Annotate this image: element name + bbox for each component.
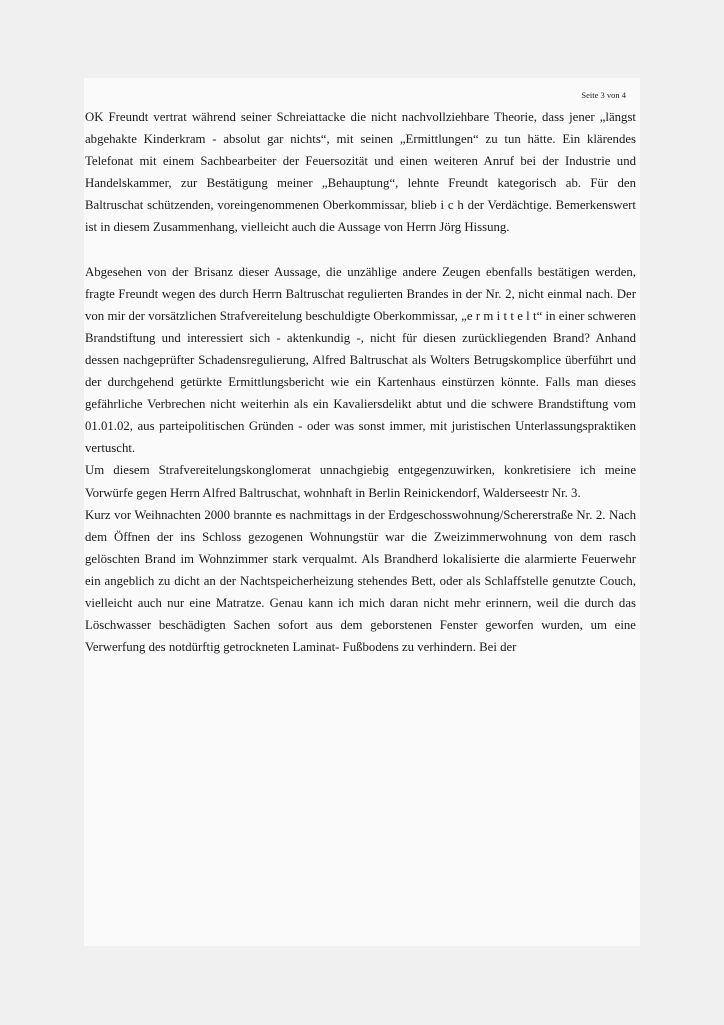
page-number: Seite 3 von 4 bbox=[581, 90, 626, 100]
paragraph-1: OK Freundt vertrat während seiner Schreiattacke die nicht nachvollziehbare Theorie, dass jener „längst abgehakte Kinderkram - absolut gar nichts“, mit seinen „Ermittlungen“ zu tun hätte. Ein klärendes Telefonat mit einem Sachbearbeiter der Feuersozität und einen weiteren Anruf bei der Industrie und Handelskammer, zur Bestätigung meiner „Behauptung“, lehnte Freundt kategorisch ab. Für den Baltruschat schützenden, voreingenommenen Oberkommissar, blieb i c h der Verdächtige. Bemerkenswert ist in diesem Zusammenhang, vielleicht auch die Aussage von Herrn Jörg Hissung. bbox=[85, 110, 636, 235]
paragraph-4: Kurz vor Weihnachten 2000 brannte es nachmittags in der Erdgeschosswohnung/Schererstraße Nr. 2. Nach dem Öffnen der ins Schloss gezogenen Wohnungstür war die Zweizimmerwohnung von dem rasch gelöschten Brand im Wohnzimmer stark verqualmt. Als Brandherd lokalisierte die alarmierte Feuerwehr ein angeblich zu dicht an der Nachtspeicherheizung stehendes Bett, oder als Schlaffstelle genutzte Couch, vielleicht auch nur eine Matratze. Genau kann ich mich daran nicht mehr erinnern, weil die durch das Löschwasser beschädigten Sachen sofort aus dem geborstenen Fenster geworfen wurden, um eine Verwerfung des notdürftig getrockneten Laminat- Fußbodens zu verhindern. Bei der bbox=[85, 507, 636, 655]
document-page bbox=[84, 78, 640, 946]
paragraph-2: Abgesehen von der Brisanz dieser Aussage, die unzählige andere Zeugen ebenfalls bestätigen werden, fragte Freundt wegen des durch Herrn Baltruschat regulierten Brandes in der Nr. 2, nicht einmal nach. Der von mir der vorsätzlichen Strafvereitelung beschuldigte Oberkommissar, „e r m i t t e l t“ in einer schweren Brandstiftung und interessiert sich - aktenkundig -, nicht für diesen zurückliegenden Brand? Anhand dessen nachgeprüfter Schadensregulierung, Alfred Baltruschat als Wolters Betrugskomplice überführt und der durchgehend getürkte Ermittlungsbericht wie ein Kartenhaus einstürzen könnte. Falls man dieses gefährliche Verbrechen nicht weiterhin als ein Kavaliersdelikt abtut und die schwere Brandstiftung vom 01.01.02, aus parteipolitischen Gründen - oder was sonst immer, mit juristischen Unterlassungspraktiken vertuscht. bbox=[85, 264, 636, 456]
paragraph-3: Um diesem Strafvereitelungskonglomerat unnachgiebig entgegenzuwirken, konkretisiere ich meine Vorwürfe gegen Herrn Alfred Baltruschat, wohnhaft in Berlin Reinickendorf, Walderseestr Nr. 3. bbox=[85, 463, 636, 500]
paragraph-gap bbox=[85, 239, 636, 261]
body-text bbox=[85, 106, 636, 658]
